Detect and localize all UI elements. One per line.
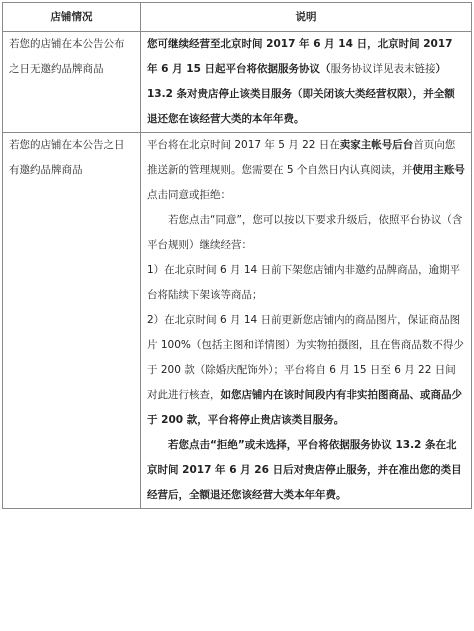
description-paragraph xyxy=(147,433,465,508)
text: 平台将在北京时间 2017 年 5 月 22 日在 xyxy=(147,139,340,151)
table-row xyxy=(3,133,472,509)
bold-text: 使用主账号 xyxy=(412,164,465,176)
table-header-row xyxy=(3,3,472,32)
situation-cell: 若您的店铺在本公告公布之日无邀约品牌商品 xyxy=(3,32,141,133)
text: 1）在北京时间 6 月 14 日前下架您店铺内非邀约品牌商品，逾期平台将陆续下架该等商品； xyxy=(147,264,461,301)
description-paragraph xyxy=(147,133,465,208)
text: 服务协议详见表末链接 xyxy=(330,63,436,75)
bold-text: ）13.2 条对贵店停止该类目服务（即关闭该大类经营权限），并全额退还您在该经营大类的本年年费。 xyxy=(147,63,455,125)
description-paragraph xyxy=(147,258,465,308)
text: 点击同意或拒绝： xyxy=(147,189,231,201)
text: 首页向您推送新的管理规则。您需要在 5 个自然日内认真阅读，并 xyxy=(147,139,456,176)
notice-table xyxy=(2,2,472,509)
description-cell xyxy=(141,32,472,133)
bold-text: 您可继续经营至北京时间 2017 年 6 月 14 日，北京时间 2017 年 6 月 15 日起平台将依据服务协议（ xyxy=(147,38,453,75)
bold-text: 若您点击“拒绝”或未选择，平台将依据服务协议 13.2 条在北京时间 2017 年 6 月 26 日后对贵店停止服务，并在准出您的类目经营后，全额退还您该经营大类本年年费。 xyxy=(147,439,462,501)
text: 若您点击“同意”，您可以按以下要求升级后，依照平台协议（含平台规则）继续经营： xyxy=(147,214,463,251)
bold-text: 如您店铺内在该时间段内有非实拍图商品、或商品少于 200 款，平台将停止贵店该类目服务。 xyxy=(147,389,462,426)
description-paragraph xyxy=(147,208,465,258)
description-paragraph xyxy=(147,32,465,132)
column-header-situation: 店铺情况 xyxy=(3,3,141,32)
text: 2）在北京时间 6 月 14 日前更新您店铺内的商品图片，保证商品图片 100%（包括主图和详情图）为实物拍摄图，且在售商品数不得少于 200 款（除婚庆配饰外）；平台将自 6 月 15 日至 6 月 22 日间对此进行核查， xyxy=(147,314,464,401)
bold-text: 卖家主帐号后台 xyxy=(339,139,414,151)
situation-cell: 若您的店铺在本公告之日有邀约品牌商品 xyxy=(3,133,141,509)
table-row xyxy=(3,32,472,133)
description-paragraph xyxy=(147,308,465,433)
description-cell xyxy=(141,133,472,509)
column-header-description: 说明 xyxy=(141,3,472,32)
